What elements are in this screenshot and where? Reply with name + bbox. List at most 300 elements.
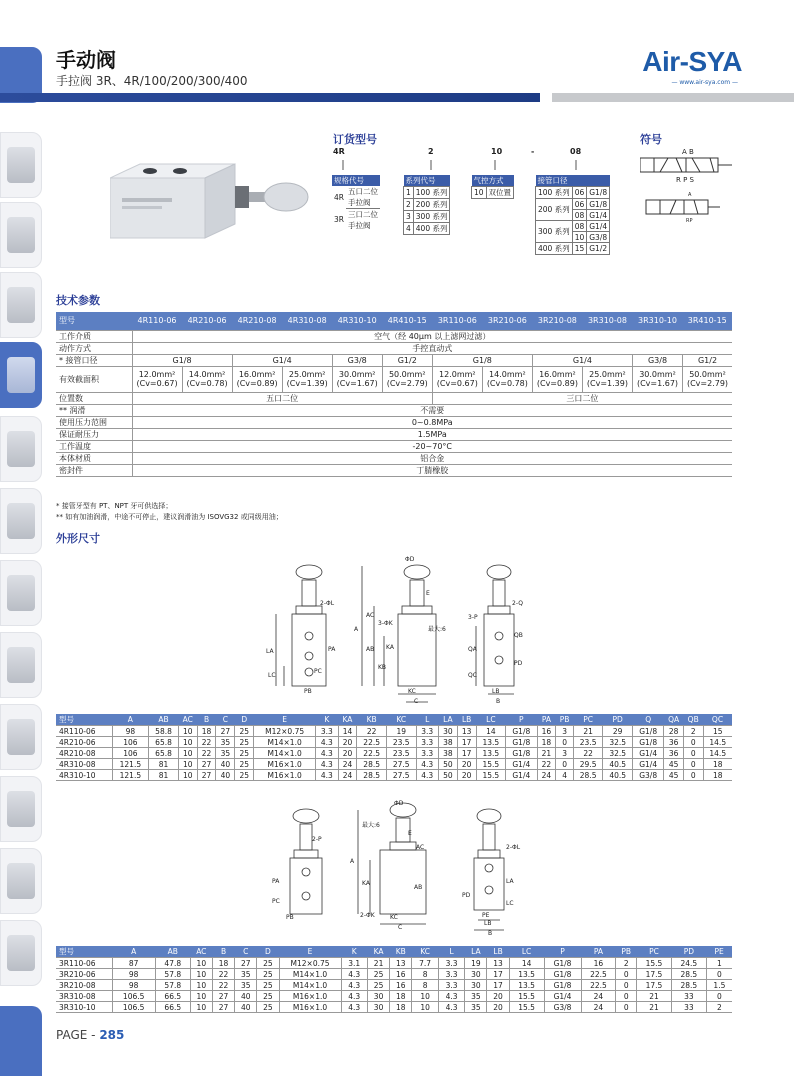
spec-label-lube: ** 润滑 xyxy=(56,404,132,416)
table-cell: 15.5 xyxy=(509,1002,544,1013)
table-cell: 33 xyxy=(671,991,706,1002)
label-3r-b: B xyxy=(488,930,493,937)
spec-col-model: 型号 xyxy=(56,312,132,330)
table-cell: 18 xyxy=(212,958,234,969)
table-cell: 27 xyxy=(212,991,234,1002)
sidebar-tab-8[interactable] xyxy=(0,632,42,698)
series-2-label: 200 系列 xyxy=(413,199,450,211)
table-cell: 20 xyxy=(487,991,509,1002)
code-series-type: 4R xyxy=(333,147,345,156)
label-lb: LB xyxy=(492,688,500,695)
product-photo xyxy=(110,160,325,240)
table-cell: 24 xyxy=(581,991,616,1002)
table-cell: 25 xyxy=(257,991,279,1002)
table-cell: 29 xyxy=(603,726,633,737)
spec-temp: -20~70°C xyxy=(132,440,732,452)
label-2phil: 2-ΦL xyxy=(320,600,335,607)
port-400: 400 系列 xyxy=(536,243,573,255)
table-cell: 2 xyxy=(706,1002,732,1013)
series-code-3r-desc: 三口二位 xyxy=(347,210,378,219)
table-cell: 10 xyxy=(190,969,212,980)
table-cell: 40.5 xyxy=(603,770,633,781)
label-3r-pc: PC xyxy=(272,898,280,905)
code-dash: - xyxy=(531,147,535,156)
table-cell: 14 xyxy=(338,726,357,737)
port-200: 200 系列 xyxy=(536,199,573,221)
table-cell: 14 xyxy=(509,958,544,969)
label-pc: PC xyxy=(314,668,322,675)
label-3r-c: C xyxy=(398,924,403,931)
table-cell: 24.5 xyxy=(671,958,706,969)
label-pb: PB xyxy=(304,688,312,695)
table-cell: 3.3 xyxy=(416,748,438,759)
table-cell: 30 xyxy=(367,991,389,1002)
spec-port: G3/8 xyxy=(332,354,382,366)
table-row xyxy=(56,969,732,980)
dim-4r-col: P xyxy=(506,714,537,726)
table-cell: 18 xyxy=(197,726,216,737)
table-cell: 16 xyxy=(390,980,412,991)
spec-label-action: 动作方式 xyxy=(56,342,132,354)
table-cell: 3.1 xyxy=(341,958,367,969)
sidebar-tab-11[interactable] xyxy=(0,848,42,914)
table-cell: 30 xyxy=(465,969,487,980)
table-cell: 22.5 xyxy=(357,737,387,748)
valve-icon xyxy=(7,357,35,393)
table-cell: 32.5 xyxy=(603,737,633,748)
port-200-code-b: 08 xyxy=(572,210,587,221)
dim-4r-col: KA xyxy=(338,714,357,726)
dim-3r-col: PB xyxy=(616,946,637,958)
spec-port: G3/8 xyxy=(632,354,682,366)
spec-col: 4R110-06 xyxy=(132,312,182,330)
dim-4r-col: Q xyxy=(632,714,663,726)
spec-area-cell xyxy=(382,366,432,392)
table-row xyxy=(56,737,732,748)
table-cell: 28.5 xyxy=(573,770,603,781)
sidebar-tab-1[interactable] xyxy=(0,132,42,198)
port-400-size: G1/2 xyxy=(587,243,610,255)
dim-3r-col: KB xyxy=(390,946,412,958)
spec-area-cell xyxy=(132,366,182,392)
label-3r-lb: LB xyxy=(484,920,492,927)
series-4-label: 400 系列 xyxy=(413,223,450,235)
control-10-label: 双位置 xyxy=(486,187,514,199)
table-cell: 3.3 xyxy=(438,980,464,991)
dim-3r-col: KC xyxy=(412,946,438,958)
table-cell: 23.5 xyxy=(386,737,416,748)
dim-3r-col: LA xyxy=(465,946,487,958)
table-cell: 13 xyxy=(487,958,509,969)
table-cell: 27 xyxy=(197,759,216,770)
control-header: 气控方式 xyxy=(472,175,514,187)
sidebar-tab-7[interactable] xyxy=(0,560,42,626)
table-cell: 17 xyxy=(457,748,476,759)
port-300: 300 系列 xyxy=(536,221,573,243)
dim-3r-col: AB xyxy=(155,946,190,958)
table-cell: 16 xyxy=(390,969,412,980)
table-cell: 47.8 xyxy=(155,958,190,969)
symbol-title: 符号 xyxy=(640,133,662,146)
table-cell: 106.5 xyxy=(112,991,155,1002)
label-ka: KA xyxy=(386,644,394,651)
dim-4r-col: L xyxy=(416,714,438,726)
dim-3r-col: LB xyxy=(487,946,509,958)
dim-3r-col: B xyxy=(212,946,234,958)
label-3r-la: LA xyxy=(506,878,514,885)
table-cell: 30 xyxy=(367,1002,389,1013)
table-cell: 17 xyxy=(487,980,509,991)
label-3phik: 3-ΦK xyxy=(378,620,393,627)
hose-icon xyxy=(7,935,35,971)
spec-body: 铝合金 xyxy=(132,452,732,464)
spec-seal: 丁腈橡胶 xyxy=(132,464,732,476)
spec-positions-3r: 三口二位 xyxy=(432,392,732,404)
port-100: 100 系列 xyxy=(536,187,573,199)
table-cell: 0 xyxy=(706,969,732,980)
spec-label-area: 有效截面积 xyxy=(56,366,132,392)
table-cell: 22 xyxy=(357,726,387,737)
port-100-size: G1/8 xyxy=(587,187,610,199)
table-cell: 1.5 xyxy=(706,980,732,991)
dim-4r-col: LA xyxy=(438,714,457,726)
spec-label-port: * 接管口径 xyxy=(56,354,132,366)
table-row xyxy=(56,1002,732,1013)
table-cell: 28.5 xyxy=(357,759,387,770)
table-cell: 10 xyxy=(190,958,212,969)
sidebar-tab-5[interactable] xyxy=(0,416,42,482)
dim-3r-col: AC xyxy=(190,946,212,958)
table-cell: 3 xyxy=(556,726,574,737)
table-cell: 28 xyxy=(664,726,684,737)
table-cell: 106.5 xyxy=(112,1002,155,1013)
table-cell: 0 xyxy=(683,759,703,770)
spec-col: 4R310-10 xyxy=(332,312,382,330)
table-cell: G3/8 xyxy=(544,1002,581,1013)
table-cell: M12×0.75 xyxy=(279,958,341,969)
table-cell: 25 xyxy=(235,737,254,748)
filter-icon xyxy=(7,147,35,183)
block-icon xyxy=(7,503,35,539)
table-cell: 35 xyxy=(465,1002,487,1013)
sidebar-tab-3[interactable] xyxy=(0,272,42,338)
label-2q: 2-Q xyxy=(512,600,523,607)
port-400-code: 15 xyxy=(572,243,587,255)
table-cell: 13.5 xyxy=(476,737,506,748)
code-series: 2 xyxy=(428,147,434,156)
table-cell: 0 xyxy=(556,737,574,748)
dim-3r-table xyxy=(56,946,732,1013)
table-cell: 36 xyxy=(664,748,684,759)
dim-3r-col: PE xyxy=(706,946,732,958)
label-b: B xyxy=(496,698,501,705)
header-bar-light xyxy=(552,93,794,102)
table-cell: 24 xyxy=(338,759,357,770)
table-cell: 15.5 xyxy=(476,770,506,781)
label-3r-2phil: 2-ΦL xyxy=(506,844,521,851)
table-cell: 20 xyxy=(487,1002,509,1013)
table-cell: 65.8 xyxy=(149,748,179,759)
spec-col: 3R110-06 xyxy=(432,312,482,330)
label-c: C xyxy=(414,698,419,705)
spec-area-cell xyxy=(432,366,482,392)
label-kc: KC xyxy=(408,688,416,695)
code-control: 10 xyxy=(491,147,503,156)
spec-area: 25.0mm² xyxy=(288,370,326,379)
spec-area: 16.0mm² xyxy=(238,370,276,379)
sidebar-tab-6[interactable] xyxy=(0,488,42,554)
brand-logo: Air-SYA xyxy=(642,46,742,77)
spec-cv: (Cv=1.67) xyxy=(336,379,378,388)
table-cell: 27.5 xyxy=(386,759,416,770)
spec-port: G1/2 xyxy=(382,354,432,366)
table-cell: 4.3 xyxy=(316,748,338,759)
table-cell: 22.5 xyxy=(357,748,387,759)
label-ab: AB xyxy=(366,646,375,653)
label-3r-pa: PA xyxy=(272,878,280,885)
table-cell: 4R110-06 xyxy=(56,726,112,737)
label-3r-ab: AB xyxy=(414,884,423,891)
table-cell: 8 xyxy=(412,980,438,991)
table-cell: 19 xyxy=(386,726,416,737)
table-cell: M14×1.0 xyxy=(254,737,316,748)
table-cell: 35 xyxy=(465,991,487,1002)
dim-3r-col: E xyxy=(279,946,341,958)
sidebar-tab-9[interactable] xyxy=(0,704,42,770)
table-cell: 3.3 xyxy=(416,726,438,737)
spec-port: G1/8 xyxy=(432,354,532,366)
table-cell: 3R210-08 xyxy=(56,980,112,991)
table-cell: 4R310-10 xyxy=(56,770,112,781)
table-cell: 57.8 xyxy=(155,980,190,991)
table-cell: 16 xyxy=(581,958,616,969)
dim-3r-header xyxy=(56,946,732,958)
table-cell: 40.5 xyxy=(603,759,633,770)
table-cell: 18 xyxy=(390,1002,412,1013)
table-row xyxy=(56,759,732,770)
sidebar-tab-12[interactable] xyxy=(0,920,42,986)
series-code-3r-desc2: 手拉阀 xyxy=(347,221,371,230)
table-cell: 25 xyxy=(235,748,254,759)
sidebar-tab-valve[interactable] xyxy=(0,342,42,408)
table-cell: 121.5 xyxy=(112,770,149,781)
brand-url: — www.air-sya.com — xyxy=(671,79,738,86)
table-cell: 21 xyxy=(367,958,389,969)
label-la: LA xyxy=(266,648,274,655)
dim-4r-col: QA xyxy=(664,714,684,726)
spec-area: 50.0mm² xyxy=(689,370,726,379)
table-cell: 27.5 xyxy=(386,770,416,781)
table-cell: 2 xyxy=(616,958,637,969)
label-3r-ac: AC xyxy=(416,844,425,851)
table-cell: 14 xyxy=(476,726,506,737)
spec-area-cell xyxy=(632,366,682,392)
table-cell: G1/4 xyxy=(544,991,581,1002)
fitting-icon xyxy=(7,287,35,323)
table-cell: 20 xyxy=(457,759,476,770)
spec-cv: (Cv=1.39) xyxy=(586,379,628,388)
table-cell: G1/8 xyxy=(506,737,537,748)
table-cell: 22.5 xyxy=(581,980,616,991)
table-cell: 0 xyxy=(683,770,703,781)
page-subtitle: 手拉阀 3R、4R/100/200/300/400 xyxy=(56,74,248,88)
port-300-code-b: 10 xyxy=(572,232,587,243)
drawing-3r xyxy=(262,800,532,940)
spec-area: 12.0mm² xyxy=(439,370,476,379)
table-cell: 87 xyxy=(112,958,155,969)
table-cell: G1/4 xyxy=(632,759,663,770)
dim-4r-col: PA xyxy=(537,714,556,726)
table-cell: G1/4 xyxy=(506,770,537,781)
table-cell: 15.5 xyxy=(509,991,544,1002)
table-cell: 10 xyxy=(412,991,438,1002)
label-a: A xyxy=(354,626,359,633)
table-cell: 27 xyxy=(216,726,235,737)
table-cell: 3.3 xyxy=(438,958,464,969)
table-cell: 35 xyxy=(235,980,257,991)
page-label: PAGE - xyxy=(56,1028,100,1042)
table-cell: 18 xyxy=(537,737,556,748)
spec-area: 30.0mm² xyxy=(639,370,676,379)
cylinder-icon xyxy=(7,575,35,611)
table-cell: M14×1.0 xyxy=(279,969,341,980)
table-cell: 36 xyxy=(664,737,684,748)
dim-4r-col: A xyxy=(112,714,149,726)
label-pd: PD xyxy=(514,660,523,667)
label-3r-pb: PB xyxy=(286,914,294,921)
table-cell: 40 xyxy=(235,991,257,1002)
dim-4r-table xyxy=(56,714,732,781)
table-cell: 4 xyxy=(556,770,574,781)
label-pa: PA xyxy=(328,646,336,653)
spec-label-temp: 工作温度 xyxy=(56,440,132,452)
table-row xyxy=(56,748,732,759)
table-cell: 81 xyxy=(149,770,179,781)
table-cell: 4.3 xyxy=(316,737,338,748)
table-cell: 0 xyxy=(706,991,732,1002)
dim-3r-col: 型号 xyxy=(56,946,112,958)
series-3-label: 300 系列 xyxy=(413,211,450,223)
port-300-size-b: G3/8 xyxy=(587,232,610,243)
label-3r-kc: KC xyxy=(390,914,398,921)
table-cell: 98 xyxy=(112,726,149,737)
table-cell: 17 xyxy=(487,969,509,980)
table-cell: 10 xyxy=(190,1002,212,1013)
table-cell: 22 xyxy=(537,759,556,770)
table-cell: 1 xyxy=(706,958,732,969)
dim-4r-col: PB xyxy=(556,714,574,726)
table-cell: 22 xyxy=(212,980,234,991)
table-cell: 27 xyxy=(235,958,257,969)
note-lube: ** 如有加油润滑，中途不可停止，建议润滑油为 ISOVG32 或同级用油； xyxy=(56,513,283,521)
table-cell: 8 xyxy=(412,969,438,980)
table-cell: 58.8 xyxy=(149,726,179,737)
table-cell: 23.5 xyxy=(386,748,416,759)
page-title: 手动阀 xyxy=(56,48,116,72)
table-cell: 10 xyxy=(178,737,197,748)
table-cell: 106 xyxy=(112,748,149,759)
table-cell: 25 xyxy=(257,1002,279,1013)
drawing-4r xyxy=(262,556,532,712)
label-3r-pd: PD xyxy=(462,892,471,899)
table-cell: 106 xyxy=(112,737,149,748)
dim-4r-col: LC xyxy=(476,714,506,726)
spec-label-seal: 密封件 xyxy=(56,464,132,476)
table-cell: 35 xyxy=(216,748,235,759)
spec-col: 3R210-06 xyxy=(482,312,532,330)
table-cell: 10 xyxy=(178,759,197,770)
table-cell: 45 xyxy=(664,770,684,781)
dim-4r-col: C xyxy=(216,714,235,726)
dim-3r-col: A xyxy=(112,946,155,958)
table-cell: 4.3 xyxy=(438,1002,464,1013)
table-cell: 19 xyxy=(465,958,487,969)
sidebar-tab-10[interactable] xyxy=(0,776,42,842)
order-control-table xyxy=(471,175,514,199)
table-cell: 10 xyxy=(412,1002,438,1013)
label-3r-lc: LC xyxy=(506,900,514,907)
spec-label-positions: 位置数 xyxy=(56,392,132,404)
table-row xyxy=(56,980,732,991)
solenoid-icon xyxy=(7,431,35,467)
port-100-code: 06 xyxy=(572,187,587,199)
table-cell: 7.7 xyxy=(412,958,438,969)
table-cell: 4.3 xyxy=(341,980,367,991)
spec-area-cell xyxy=(532,366,582,392)
order-code-row xyxy=(333,147,593,159)
table-cell: 3R310-10 xyxy=(56,1002,112,1013)
table-cell: M16×1.0 xyxy=(279,991,341,1002)
table-cell: 4R310-08 xyxy=(56,759,112,770)
dim-4r-col: B xyxy=(197,714,216,726)
table-cell: 98 xyxy=(112,969,155,980)
spec-col: 4R210-08 xyxy=(232,312,282,330)
series-3: 3 xyxy=(404,211,414,223)
spec-col: 4R210-06 xyxy=(182,312,232,330)
spec-area-cell xyxy=(332,366,382,392)
table-cell: 4R210-06 xyxy=(56,737,112,748)
table-cell: 4.3 xyxy=(416,770,438,781)
dim-3r-col: LC xyxy=(509,946,544,958)
spec-cv: (Cv=0.67) xyxy=(436,379,478,388)
label-max6: 最大:6 xyxy=(428,626,446,633)
spec-area-cell xyxy=(232,366,282,392)
dim-4r-col: 型号 xyxy=(56,714,112,726)
dim-4r-col: QB xyxy=(683,714,703,726)
table-cell: 0 xyxy=(616,991,637,1002)
series-code-4r: 4R xyxy=(334,192,344,202)
table-cell: 3.3 xyxy=(316,726,338,737)
dim-4r-col: PD xyxy=(603,714,633,726)
table-cell: 22 xyxy=(212,969,234,980)
spec-area: 14.0mm² xyxy=(489,370,526,379)
table-cell: 0 xyxy=(683,748,703,759)
dim-4r-col: KB xyxy=(357,714,387,726)
table-cell: 4.3 xyxy=(341,969,367,980)
table-cell: 14.5 xyxy=(703,737,732,748)
table-cell: 18 xyxy=(703,770,732,781)
sidebar-tab-2[interactable] xyxy=(0,202,42,268)
label-kb: KB xyxy=(378,664,387,671)
spec-label-body: 本体材质 xyxy=(56,452,132,464)
table-cell: 24 xyxy=(338,770,357,781)
spec-col: 4R410-15 xyxy=(382,312,432,330)
table-cell: 25 xyxy=(257,958,279,969)
table-cell: 0 xyxy=(683,737,703,748)
series-code-4r-desc2: 手拉阀 xyxy=(346,197,380,209)
table-cell: 27 xyxy=(212,1002,234,1013)
table-row xyxy=(56,770,732,781)
